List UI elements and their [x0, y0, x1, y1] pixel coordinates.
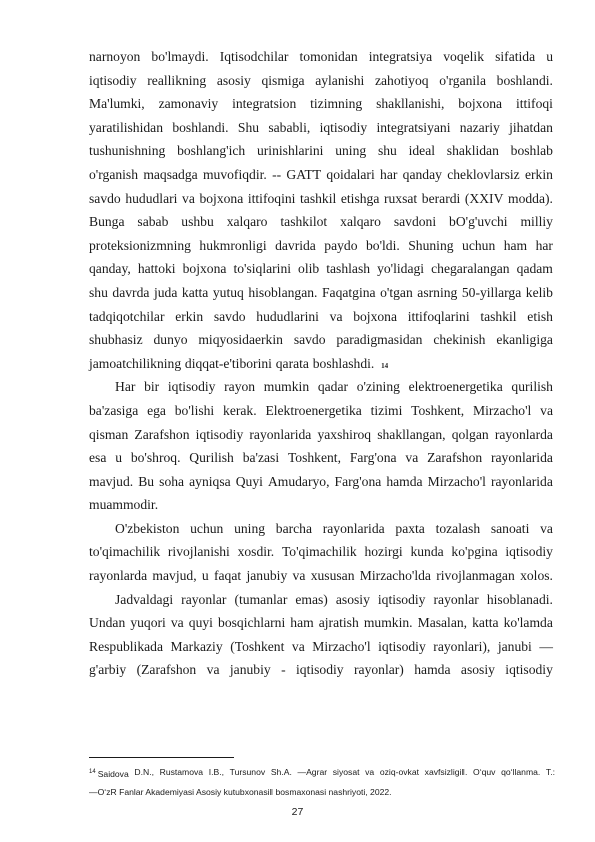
- text-line: O'zbekiston uchun uning barcha rayonlarida paxta tozalash sanoati va: [115, 520, 553, 536]
- text-line: shu davrda juda katta yutuq hisoblangan. Faqatgina o'tgan asrning 50-yillarga kelib: [89, 284, 553, 300]
- text-line: Undan yuqori va quyi bosqichlarni ham ajratish mumkin. Masalan, katta ko'lamda: [89, 615, 553, 631]
- text-line: o'rganish maqsadga muvofiqdir. -- GATT qoidalari har qanday cheklovlarsiz erkin: [89, 166, 553, 182]
- text-line: qanday, hattoki bojxona to'siqlarini olib tashlash yo'lidagi chegaralangan qadam: [89, 261, 553, 277]
- text-line: jamoatchilikning diqqat-e'tiborini qarata boshlashdi. 14: [89, 355, 389, 371]
- text-line: Bunga sabab ushbu xalqaro tashkilot xalqaro savdoni bO'g'uvchi milliy: [89, 214, 553, 230]
- text-line: Ma'lumki, zamonaviy integratsion tizimning shakllanishi, bojxona ittifoqi: [89, 96, 553, 112]
- footnote: [89, 763, 555, 801]
- footnote-marker: 14: [89, 769, 96, 775]
- text-line: Jadvaldagi rayonlar (tumanlar emas) asosiy iqtisodiy rayonlar hisoblanadi.: [115, 591, 553, 607]
- text-line: mavjud. Bu soha ayniqsa Quyi Amudaryo, Farg'ona hamda Mirzacho'l rayonlarida: [89, 473, 553, 489]
- text-line: muammodir.: [89, 497, 159, 513]
- footnote-line-2: ―O‘zR Fanlar Akademiyasi Asosiy kutubxonasi‖ bosmaxonasi nashriyoti, 2022.: [89, 786, 392, 797]
- text-line: iqtisodiy reallikning asosiy qismiga aylanishi zahotiyoq o'rganila boshlandi.: [89, 72, 553, 88]
- text-line: qisman Zarafshon iqtisodiy rayonlarida yaxshiroq shakllangan, qolgan rayonlarda: [89, 426, 553, 442]
- text-line: Har bir iqtisodiy rayon mumkin qadar o'zining elektroenergetika qurilish: [115, 379, 553, 395]
- footnote-reference[interactable]: 14: [381, 361, 389, 370]
- page-number: 27: [291, 806, 304, 818]
- text-line: narnoyon bo'lmaydi. Iqtisodchilar tomonidan integratsiya voqelik sifatida u: [89, 49, 553, 64]
- footnote-line-1: $^{14}$ Saidova D.N., Rustamova I.B., Tursunov Sh.A. ―Agrar siyosat va oziq-ovkat xavfsizligi‖. O‘quv qo‘llanma. T.:: [89, 767, 555, 779]
- text-line: rayonlarda mavjud, u faqat janubiy va xususan Mirzacho'lda rivojlanmagan xolos.: [89, 568, 553, 584]
- text-line: to'qimachilik rivojlanishi xosdir. To'qimachilik hozirgi kunda ko'pgina iqtisodiy: [89, 544, 553, 560]
- text-line: shubhasiz dunyo miqyosidaerkin savdo paradigmasidan chekinish ekanligiga: [89, 332, 553, 348]
- text-line: Respublikada Markaziy (Toshkent va Mirzacho'l iqtisodiy rayonlari), janubi —: [89, 638, 553, 654]
- text-line: g'arbiy (Zarafshon va janubiy - iqtisodiy rayonlar) hamda asosiy iqtisodiy: [89, 662, 553, 678]
- text-line: esa u bo'shroq. Qurilish ba'zasi Toshkent, Farg'ona va Zarafshon rayonlarida: [89, 450, 553, 466]
- text-line: tushunishning boshlang'ich urinishlarini uning shu ideal shaklidan boshlab: [89, 143, 553, 159]
- text-line: yaratilishidan boshlandi. Shu sababli, iqtisodiy integratsiyani nazariy jihatdan: [89, 119, 553, 135]
- text-line: tadqiqotchilar erkin savdo hududlarini va bojxona ittifoqlarini tashkil etish: [89, 308, 553, 324]
- text-line: ba'zasiga ega bo'lishi kerak. Elektroenergetika tizimi Toshkent, Mirzacho'l va: [89, 402, 553, 418]
- footnote-separator: [89, 757, 234, 758]
- text-line: savdo hududlari va bojxona ittifoqini tashkil etishga ruxsat berardi (XXIV modda).: [89, 190, 553, 206]
- body-text: [89, 49, 553, 686]
- text-line: proteksionizmning hukmronligi davrida paydo bo'ldi. Shuning uchun ham har: [89, 237, 553, 253]
